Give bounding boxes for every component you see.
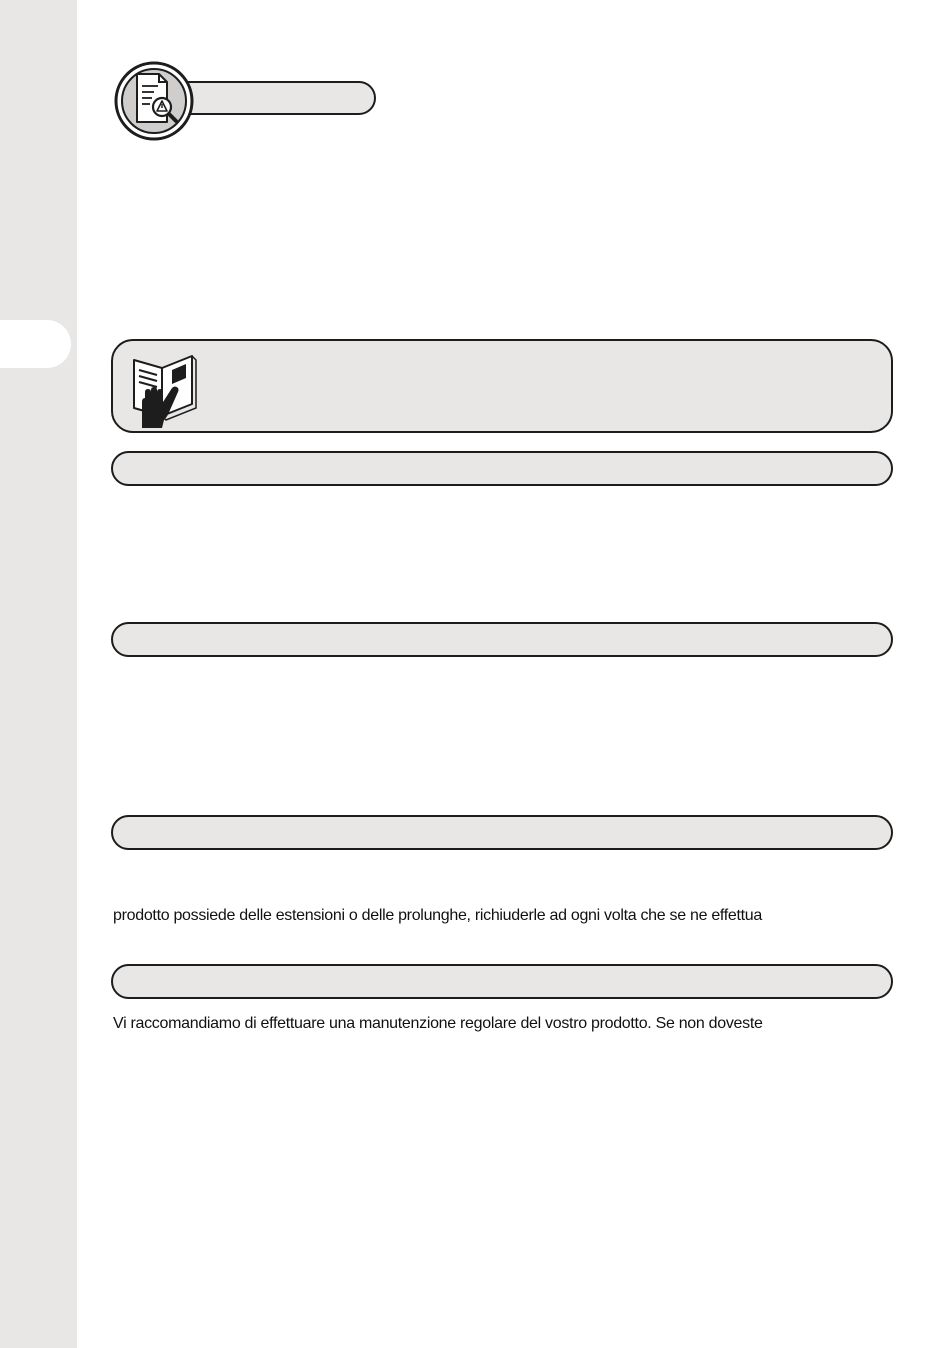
section-header-bar-2: [111, 622, 893, 657]
section-header-bar-4: [111, 964, 893, 999]
section-header-bar-1: [111, 451, 893, 486]
read-instructions-note: [111, 339, 893, 433]
section-header-bar-3: [111, 815, 893, 850]
side-margin-strip: [0, 0, 77, 1348]
section-title-pill: [178, 81, 376, 115]
read-manual-icon: [128, 348, 202, 428]
side-page-tab: [0, 320, 71, 368]
transport-paragraph-line: prodotto possiede delle estensioni o delle prolunghe, richiuderle ad ogni volta che se ne effettua: [113, 907, 762, 924]
maintenance-paragraph-line: Vi raccomandiamo di effettuare una manutenzione regolare del vostro prodotto. Se non doveste: [113, 1015, 763, 1032]
document-warning-icon: [113, 60, 195, 142]
